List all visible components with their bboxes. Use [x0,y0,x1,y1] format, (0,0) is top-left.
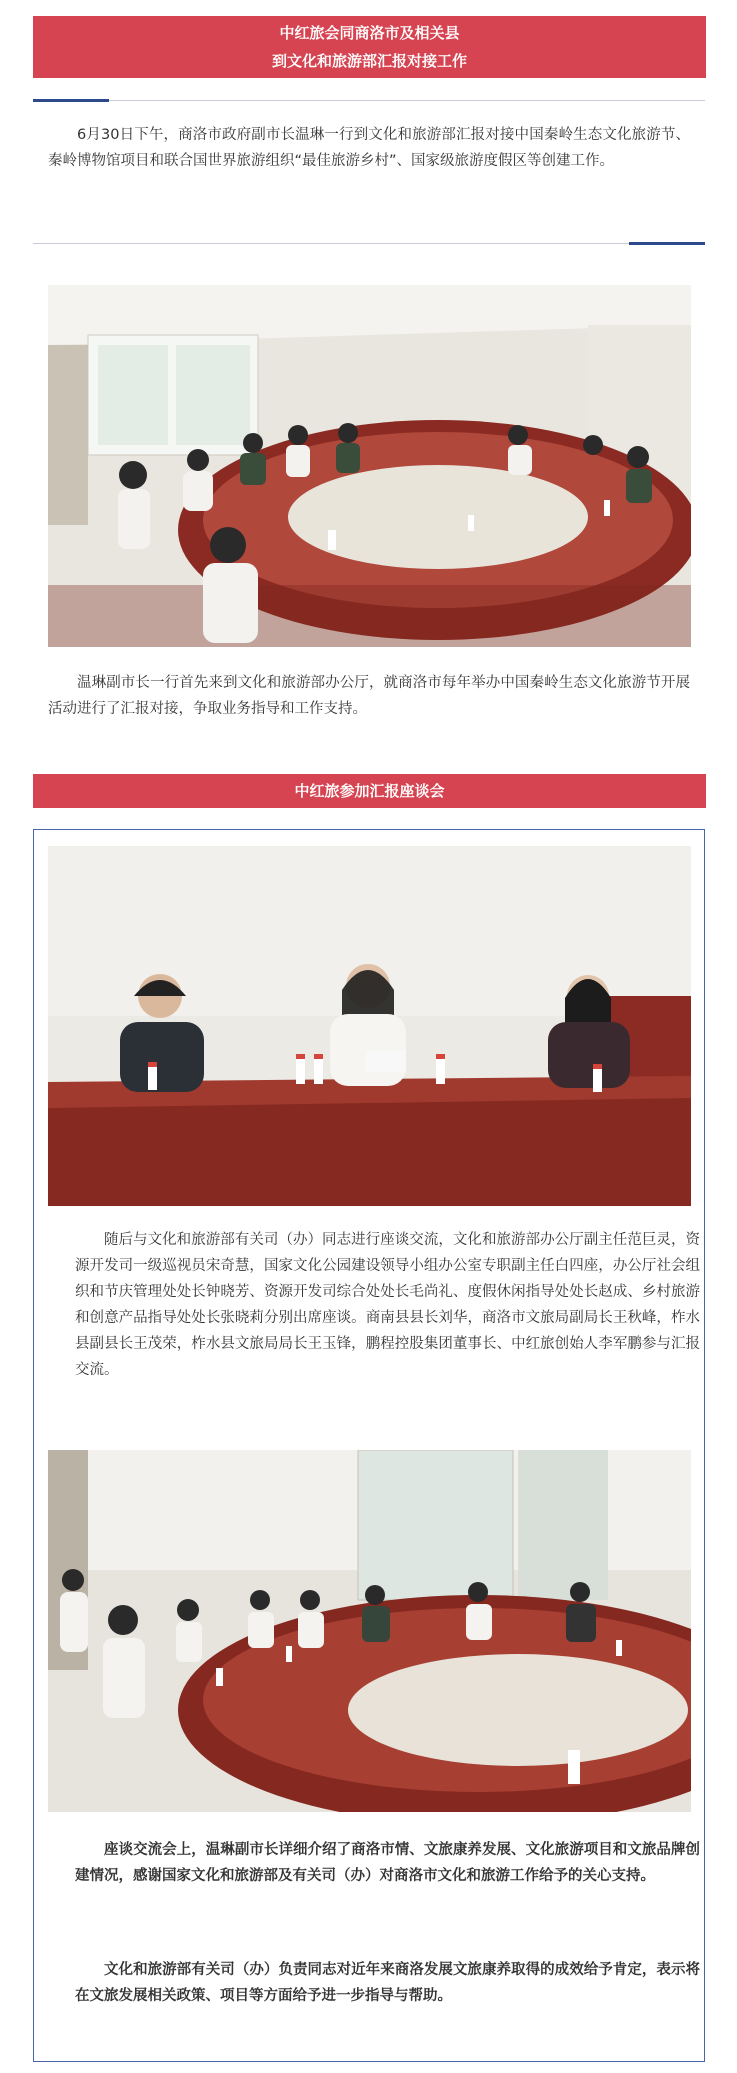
intro-top-rule [109,100,705,101]
section2-title-banner [33,774,706,808]
meeting-photo-2 [48,846,691,1206]
intro-bottom-accent [629,242,705,245]
intro-top-accent [33,99,109,102]
title-line-2: 到文化和旅游部汇报对接工作 [271,52,467,70]
section2-paragraph-1: 随后与文化和旅游部有关司（办）同志进行座谈交流，文化和旅游部办公厅副主任范巨灵，资源开发司一级巡视员宋奇慧，国家文化公园建设领导小组办公室专职副主任白四座，办公厅社会组织和节庆管理处处长钟晓芳、资源开发司综合处处长毛尚礼、度假休闲指导处处长赵成、乡村旅游和创意产品指导处处长张晓莉分别出席座谈。商南县县长刘华，商洛市文旅局副局长王秋峰，柞水县副县长王茂荣，柞水县文旅局局长王玉锋，鹏程控股集团董事长、中红旅创始人李军鹏参与汇报交流。 [75,1232,700,1378]
intro-bottom-rule [33,243,629,244]
article-title-banner [33,16,706,78]
meeting-photo-3 [48,1450,691,1812]
meeting-photo-1 [48,285,691,647]
section1-paragraph: 温琳副市长一行首先来到文化和旅游部办公厅，就商洛市每年举办中国秦岭生态文化旅游节开展活动进行了汇报对接，争取业务指导和工作支持。 [48,675,690,717]
intro-paragraph: 6月30日下午，商洛市政府副市长温琳一行到文化和旅游部汇报对接中国秦岭生态文化旅游节、秦岭博物馆项目和联合国世界旅游组织“最佳旅游乡村”、国家级旅游度假区等创建工作。 [48,127,690,169]
section2-title: 中红旅参加汇报座谈会 [294,782,445,800]
section2-paragraph-2: 座谈交流会上，温琳副市长详细介绍了商洛市情、文旅康养发展、文化旅游项目和文旅品牌创建情况，感谢国家文化和旅游部及有关司（办）对商洛市文化和旅游工作给予的关心支持。 [75,1842,700,1884]
section2-paragraph-3: 文化和旅游部有关司（办）负责同志对近年来商洛发展文旅康养取得的成效给予肯定，表示将在文旅发展相关政策、项目等方面给予进一步指导与帮助。 [75,1962,700,2004]
title-line-1: 中红旅会同商洛市及相关县 [279,24,460,42]
